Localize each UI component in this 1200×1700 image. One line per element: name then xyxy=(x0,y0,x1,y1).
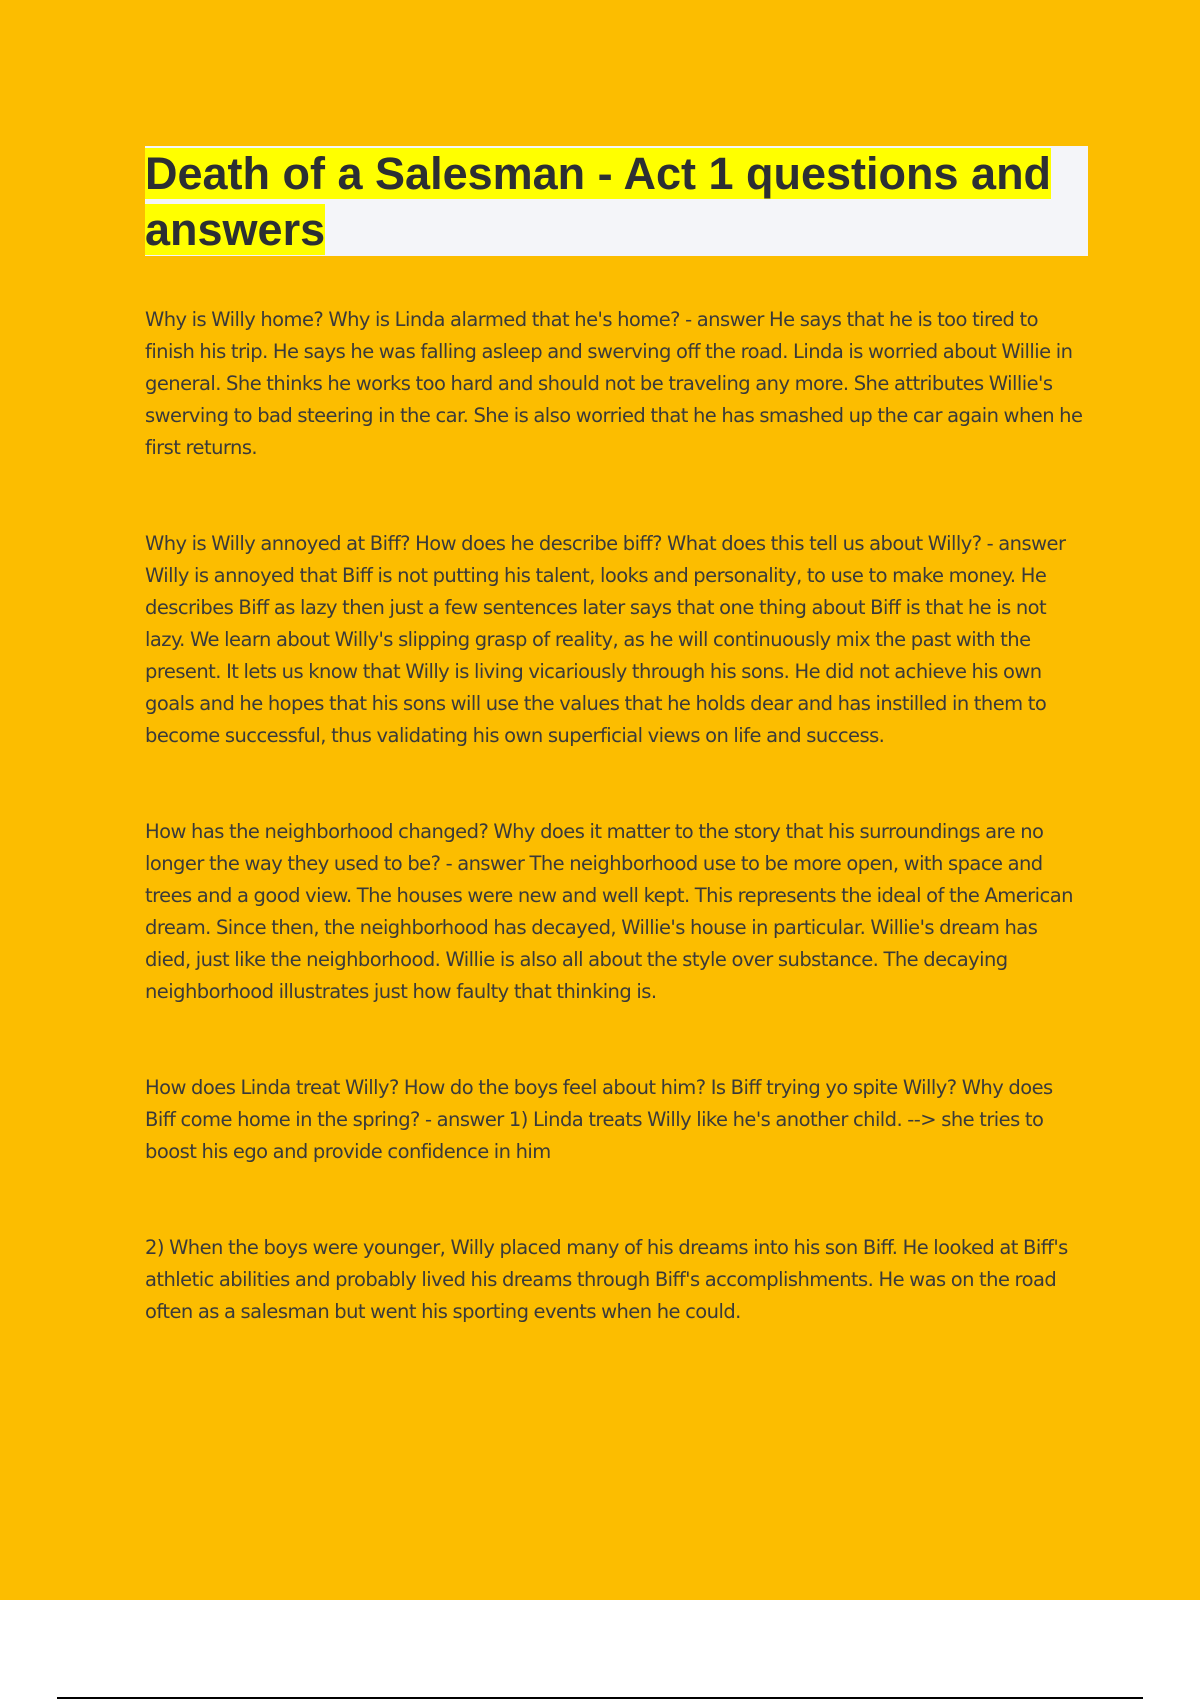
document-title xyxy=(145,146,1085,258)
title-highlight: Death of a Salesman - Act 1 questions and answers xyxy=(145,148,1052,255)
qa-paragraph-5: 2) When the boys were younger, Willy placed many of his dreams into his son Biff. He looked at Biff's athletic abilities and probably lived his dreams through Biff's accomplishments. He was on the road often as a salesman but went his sporting events when he could. xyxy=(145,1236,1068,1323)
qa-list xyxy=(145,304,1085,1328)
qa-paragraph-2: Why is Willy annoyed at Biff? How does he describe biff? What does this tell us about Willy? - answer Willy is annoyed that Biff is not putting his talent, looks and personality, to use to make money. He describes Biff as lazy then just a few sentences later says that one thing about Biff is that he is not lazy. We learn about Willy's slipping grasp of reality, as he will continuously mix the past with the present. It lets us know that Willy is living vicariously through his sons. He did not achieve his own goals and he hopes that his sons will use the values that he holds dear and has instilled in them to become successful, thus validating his own superficial views on life and success. xyxy=(145,532,1066,747)
footer-divider xyxy=(57,1697,1143,1699)
qa-paragraph-4: How does Linda treat Willy? How do the boys feel about him? Is Biff trying yo spite Willy? Why does Biff come home in the spring? - answer 1) Linda treats Willy like he's another child. --> she tries to boost his ego and provide confidence in him xyxy=(145,1076,1053,1163)
qa-paragraph-1: Why is Willy home? Why is Linda alarmed that he's home? - answer He says that he is too tired to finish his trip. He says he was falling asleep and swerving off the road. Linda is worried about Willie in general. She thinks he works too hard and should not be traveling any more. She attributes Willie's swerving to bad steering in the car. She is also worried that he has smashed up the car again when he first returns. xyxy=(145,308,1083,459)
qa-paragraph-3: How has the neighborhood changed? Why does it matter to the story that his surroundings are no longer the way they used to be? - answer The neighborhood use to be more open, with space and trees and a good view. The houses were new and well kept. This represents the ideal of the American dream. Since then, the neighborhood has decayed, Willie's house in particular. Willie's dream has died, just like the neighborhood. Willie is also all about the style over substance. The decaying neighborhood illustrates just how faulty that thinking is. xyxy=(145,820,1073,1003)
